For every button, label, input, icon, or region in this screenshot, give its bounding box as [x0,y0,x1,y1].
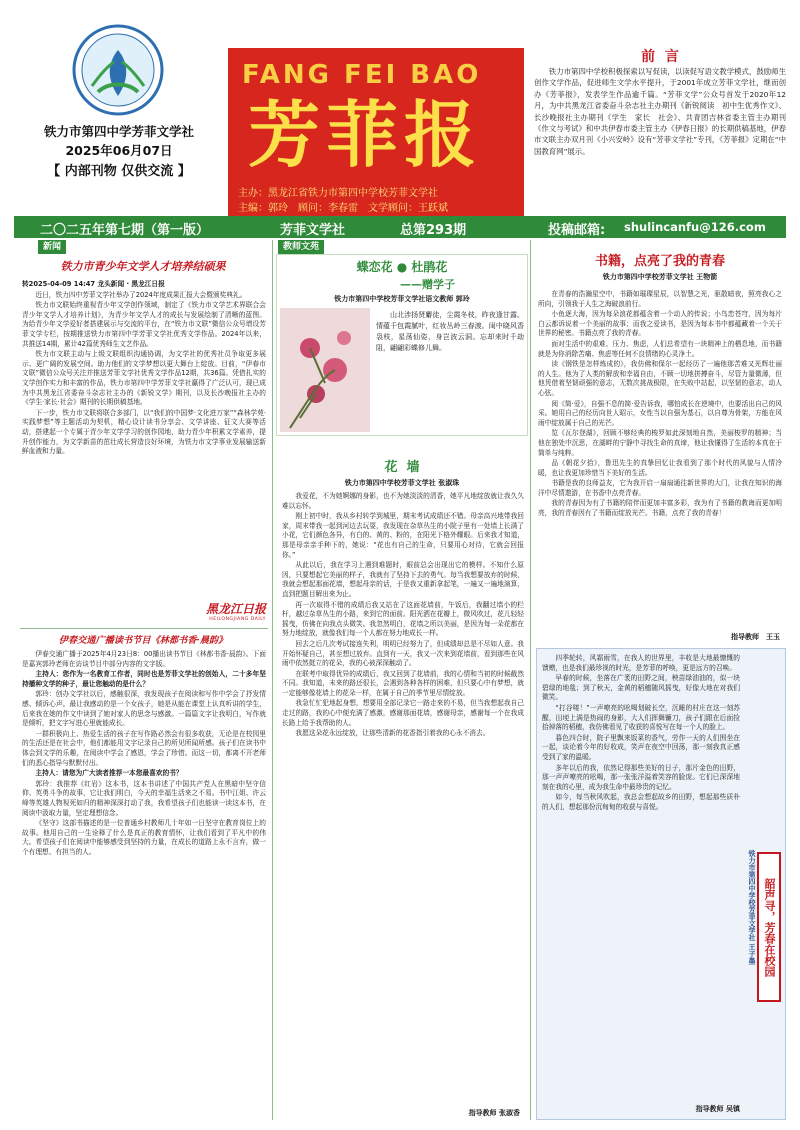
news-headline: 铁力市青少年文学人才培养结硕果 [60,260,226,273]
flower-article: 我爱花，不为她婀娜的身影，也不为她淡淡的清香，她平凡地绽放就让我久久难以忘怀。 刚上初中时，我从乡村转学到城里，期末考试成绩还不错。母亲高兴地带我回家，周末带我一起到河边去玩耍，我发现在杂草丛生的小院子里有一处墙上长满了小花，它们颜色各异，有白的、黄的、粉的，在阳光下格外耀眼。后来我才知道，那是母亲亲手种下的，她说：“花也有自己的生命，只要用心对待，它就会回报你。” 从此以后，我在学习上遇到难题时，眼前总会出现出它的模样。不知什么原因，只要想起它美丽的样子，我就有了坚持下去的勇气。每当我想要放弃的时候，我就会想起那面花墙，想起母亲的话，于是我又重新拿起笔，一遍又一遍地演算，直到把题目解出来为止。 再一次取得不错的成绩后我又站在了这面花墙前，午饭后，我翻过墙小的栏杆，越过杂草丛生的小路，来到它的面前。阳光洒在花瓣上，微风吹过，花儿轻轻摇曳，仿佛在向我点头微笑。我忽然明白，花墙之所以美丽，是因为每一朵花都在努力地绽放，就像我们每一个人都在努力地成长一样。 回去之后几次考试接连失利，明明已经努力了，但成绩却总是不尽如人意。我开始怀疑自己，甚至想过放弃。直到有一天，我又一次来到花墙前，看到那些在风雨中依然挺立的花朵，我的心被深深触动了。 在联考中取得优异的成绩后，我又回到了花墙前，我的心情和当初的时候截然不同。我知道，未来的路还很长，会遇到各种各样的困难，但只要心中有梦想，就一定能够像花墙上的花朵一样，在属于自己的季节里尽情绽放。 我急忙忙犯地起身想，想要用全部记录它一路走来的不易，但当我想起我自己走过的路，我的心中便充满了感激，感谢那面花墙，感谢母亲，感谢每一个在我成长路上给予我帮助的人。 我愿这朵花永远绽放，让那些清新的花香指引着我的心永不消去。 [282,492,524,738]
radio-headline: 伊春交通广播读书节目《林都书香·晨韵》 [58,635,228,646]
side-teacher: 指导教师 吴镇 [695,1105,740,1113]
news-article: 转2025-04-09 14:47 龙头新闻 · 黑龙江日报 近日，铁力四中芳菲文学社举办了2024年度成果汇报大会暨颁奖典礼。 铁力市文联始终重视青少年文学创作领域，制定了《铁力市文学艺术界联合会青少年文学人才培养计划》，为青少年文学人才的成长与发展绘制了清晰的蓝图。为给青少年文学爱好者搭建展示与交流的平台，在“铁力市文联”微信公众号增设芳菲文学专栏，按期推送铁力市第四中学芳菲文学社优秀文学作品。2024年以来，共推送14期，累计42篇优秀师生文艺作品。 铁力市文联主动与上级文联组织沟通协调，为文学社的优秀社员争取更多展示、更广阔的发展空间。助力他们的文学梦想以更大舞台上绽放。目前，“伊春市文联”微信公众号关注并推送芳菲文学社优秀文学作品12期，共36篇。凭借扎实的文学创作实力和丰富的作品，铁力市第四中学芳菲文学社赢得了广泛认可，现已成为中共黑龙江省委奋斗杂志社主办的《新锐文学》期刊，以及长沙晚报社主办的《学生·家长·社会》期刊的长期供稿基地。 下一步，铁力市文联将联合多部门，以“我们的中国梦·文化进万家”“森林学苑·实践梦想”等主题活动为契机，精心设计读书分享会、文学讲座、征文大赛等活动，搭建起一个专属于青少年文学学习的创作园地，助力青少年积累文学素养，提升创作能力，为文学新苗的茁壮成长营造良好环境，为铁力市文学事业发展输送新鲜血液和力量。 [22,280,266,456]
news-divider [20,628,268,629]
preface-body: 铁力市第四中学校积极探索以写促读，以读促写语文教学模式，鼓励师生创作文学作品，促进师生文学水平提升，于2001年成立芳菲文学社，继而创办《芳菲报》，发表学生作品逾千篇。“芳菲文学”公众号首发于2020年12月，为中共黑龙江省委奋斗杂志社主办期刊《新锐阅读 初中生优秀作文》、长沙晚报社主办期刊《学生 家长 社会》、共青团吉林省委主管主办期刊《作文与考试》和中共伊春市委主管主办《伊春日报》的长期供稿基地，伊春市文联主办双月刊《小兴安岭》设有“芳菲文学社”专刊，《芳菲报》定期在“中国教育网”展示。 [534,67,786,156]
hljdaily-logo [170,600,266,622]
email-label: 投稿邮箱: [548,223,606,238]
issue-date: 2025年06月07日 [65,143,173,158]
logo-emblem [68,22,168,118]
news-section-tag: 新闻 [38,240,66,254]
email-address[interactable]: shulincanfu@126.com [624,220,766,234]
side-story-text: 四季轮转，风霜雨雪，在我人的世界里，丰收是大地最慷慨的馈赠，也是我们最珍视的时光，是芳菲的呼唤，更是远方的召唤。 早春的时候，坐落在广袤的田野之间，秧苗绿油油的，似一块碧绿的地毯；到了秋天，金黄的稻穗随风摇曳，好像大地在对我们微笑。 “打谷喽！”一声嘹亮的吆喝划破长空，沉睡的村庄在这一刻苏醒，田埂上满是热闹的身影，大人们挥舞镰刀，孩子们跟在后面捡拾掉落的稻穗，我仿佛看见了收获的喜悦写在每一个人的脸上。 暮色四合时，院子里飘来饭菜的香气，劳作一天的人们围坐在一起，谈论着今年的好收成，笑声在夜空中回荡，那一刻我真正感受到了家的温暖。 多年以后的我，依然记得那些美好的日子，那片金色的田野，那一声声嘹亮的吆喝，那一张张洋溢着笑容的脸庞。它们已深深地刻在我的心里，成为我生命中最珍贵的记忆。 如今，每当秋风吹起，我总会想起故乡的田野，想起那些质朴的人们，想起那份沉甸甸的收获与喜悦。 [542,654,740,811]
logo-pinyin: FANG FEI BAO [242,60,482,90]
flower-title: 花 墙 [384,460,420,475]
flower-author: 铁力市第四中学校芳菲文学社 张淑珠 [344,479,460,487]
side-stamp: 韶声寻，芳春在校园 [757,852,781,1002]
hljdaily-en: HEILONGJIANG DAILY [209,617,266,622]
poem-subtitle: ——赠学子 [400,278,455,291]
hljdaily-name: 黑龙江日报 [205,602,266,616]
poem-illustration [280,308,370,432]
masthead-logo [228,48,524,216]
internal-notice: 【 内部刊物 仅供交流 】 [47,164,191,179]
editors-line: 主编：郭玲 顾问：李春雷 文学顾问：王跃斌 [238,203,448,214]
poem-author: 铁力市第四中学校芳菲文学社语文教师 郭玲 [334,295,470,303]
total-issue: 总第293期 [400,223,467,238]
sponsor-line: 主办：黑龙江省铁力市第四中学校芳菲文学社 [238,188,438,199]
col-rule-2 [530,240,531,1120]
logo-title: 芳菲报 [248,92,483,177]
col-rule-1 [272,240,273,1120]
preface-title: 前 言 [641,49,679,65]
news-byline: 转2025-04-09 14:47 龙头新闻 · 黑龙江日报 [22,280,165,288]
books-article: 在青春的浩瀚星空中，书籍如璀璨星辰，以智慧之光，驱散暗夜，照亮我心之所向，引领我于人生之海破浪前行。 小鱼逐大海，因为每朵浪花都蕴含着一个动人的传说；小鸟恋苍穹，因为每片白云都诉说着一个美丽的故事；而我之爱读书，是因为每本书中都蕴藏着一个关于世界的秘密。书籍点亮了我的青春。 面对生活中的艰难、压力、焦虑，人们总希望有一块精神上的栖息地，而书籍就是为你消除苦痛、焦虑等任何不良情绪的心灵净土。 读《钢铁是怎样炼成的》，我仿佛和保尔一起经历了一遍他那苦难又光辉壮丽的人生。他为了人类的解放和幸福自由，不顾一切地拼搏奋斗，尽管力量微薄，但他凭借着坚韧顽强的意志，无数次挑战极限，在失败中站起，以坚韧的意志，动人心弦。 阅《简·爱》，自强不息的简·爱告诉我，哪怕成长在逆境中，也要活出自己的风采。她用自己的经历向世人昭示，女性当以自强为基石，以自尊为骨架，方能在风雨中绽放属于自己的光芒。 览《瓦尔登湖》，回顾不够经典的梭罗如此深刻地自然，美丽梭罗的精神；当他在独处中沉思，在湖畔的宁静中寻找生命的真谛，他让我懂得了生活的本真在于简单与纯粹。 品《朝花夕拾》，鲁迅先生的真挚回忆让我看到了那个时代的风貌与人情冷暖，也让我更加珍惜当下美好的生活。 书籍是我的良师益友，它为我开启一扇扇通往新世界的大门，让我在知识的海洋中尽情遨游，在书香中点亮青春。 我的青春因为有了书籍的陪伴而更加丰富多彩，我为有了书籍的教诲而更加明亮，我的青春因有了书籍而绽放光芒。书籍，点亮了我的青春！ [538,290,782,518]
poem-title: 蝶恋花 ● 杜鹃花 [356,260,448,274]
issue-number: 二〇二五年第七期（第一版） [40,223,210,238]
poem-text: 山北涉扬贤麝徒，尘霞冬枝，昨夜逢甘露。情蕴千包霞腻叶，红妆丛岭三春渡。闺中晓风香袅枝，星荡仙姿，身岂波云洞。忘却来时千劫阻，翩翩彩蝶修儿舞。 [376,311,524,352]
org-name: 铁力市第四中学芳菲文学社 [43,124,194,139]
books-author: 铁力市第四中学校芳菲文学社 王物箭 [602,273,718,281]
books-title: 书籍，点亮了我的青春 [594,254,725,269]
side-vertical-author: 铁力市第四中学校芳菲文学社 王子墨 [748,850,756,965]
books-teacher: 指导教师 王玉 [731,633,780,641]
radio-article: 伊春交通广播于2025年4月23日8：00播出读书节目《林都书香·晨韵》。下面是嘉宾郭玲老师在访谈节目中部分内容的文字版。 主持人：您作为一名教育工作者，同时也是芳菲文学社的创始人，二十多年坚持播种文学的种子，最让您触动的是什么？ 郭玲：创办文学社以后，感触很深，我发现孩子在阅读和写作中学会了抒发情感、倾诉心声。最让我感动的是一个女孩子，她是从能在课堂上认真听讲的学生，后来我在她的作文中读到了她对家人的思念与感激。一篇篇文字让我明白，写作就是倾听，把文字写进心里就能成长。 一群积极向上、热爱生活的孩子在写作路必然会有很多收获，无论是在校园里的生活还是在社会中，他们都能用文字记录自己的所见所闻所感。孩子们在读书中体会到文学的乐趣，在阅读中学会了感恩，学会了珍惜。而这一切，都离不开老师们的悉心指导与默默付出。 主持人：请您为广大读者推荐一本您最喜欢的书？ 郭玲：我推荐《红岩》这本书，这本书讲述了中国共产党人在黑暗中坚守信仰、英勇斗争的故事，它让我们明白，今天的幸福生活来之不易。书中江姐、许云峰等英雄人物视死如归的精神深深打动了我，我希望孩子们也能读一读这本书，在阅读中汲取力量，坚定理想信念。 《坚守》这部书描述的是一位普通乡村教师几十年如一日坚守在教育岗位上的故事。他用自己的一生诠释了什么是真正的教育情怀，让我们看到了平凡中的伟大。希望孩子们在阅读中能够感受到坚持的力量，在成长的道路上永不言弃，做一个有理想、有担当的人。 [22,650,266,856]
teacher-section-tag: 教师文苑 [278,240,324,254]
paper-name: 芳菲文学社 [280,223,346,238]
flower-teacher: 指导教师 张淑香 [468,1109,520,1117]
